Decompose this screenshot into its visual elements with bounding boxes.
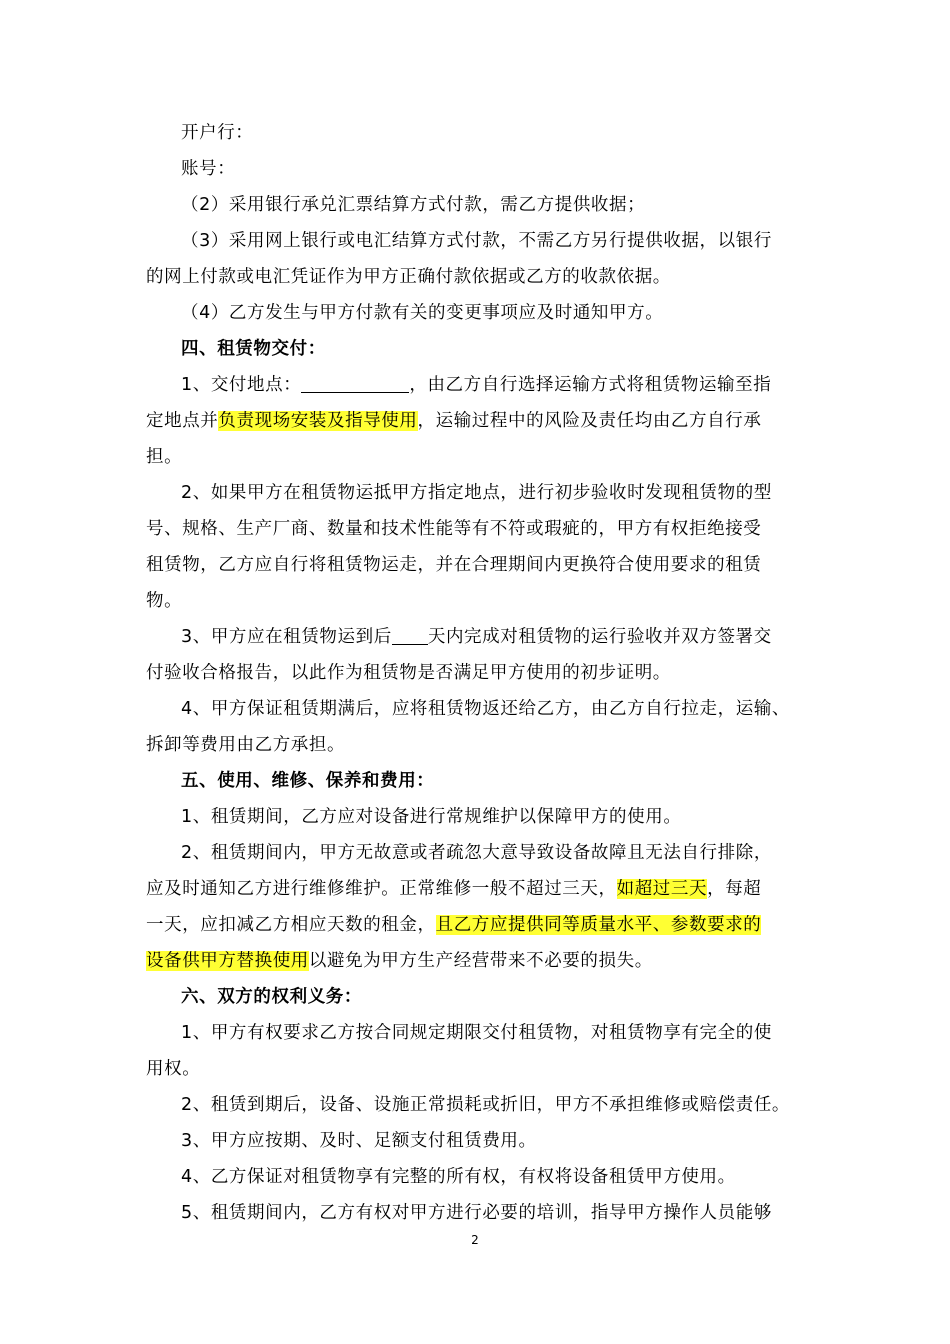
text-line: [181, 481, 772, 505]
section-heading: [181, 985, 362, 1009]
bank-label: 开户行：: [181, 123, 254, 143]
paragraph-text: 1、甲方有权要求乙方按合同规定期限交付租赁物，对租赁物享有完全的使: [181, 1023, 772, 1043]
text-line: [181, 1093, 790, 1117]
paragraph-text: 1、交付地点：: [181, 375, 302, 395]
section-heading-text: 五、使用、维修、保养和费用：: [181, 771, 435, 791]
paragraph-text: 3、甲方应按期、及时、足额支付租赁费用。: [181, 1131, 537, 1151]
text-line: [146, 409, 761, 433]
text-line: [146, 553, 761, 577]
text-line: [181, 1165, 736, 1189]
paragraph-text: 号、规格、生产厂商、数量和技术性能等有不符或瑕疵的，甲方有权拒绝接受: [146, 519, 762, 539]
paragraph-text: 担。: [146, 447, 183, 467]
highlighted-text: 负责现场安装及指导使用: [218, 411, 418, 431]
text-line: [146, 517, 761, 541]
text-line: [146, 589, 182, 613]
paragraph-text: （3）采用网上银行或电汇结算方式付款，不需乙方另行提供收据，以银行: [181, 231, 772, 251]
paragraph-text: （4）乙方发生与甲方付款有关的变更事项应及时通知甲方。: [181, 303, 664, 323]
text-line: [181, 157, 235, 181]
page-number: 2: [471, 1233, 479, 1247]
paragraph-text: 3、甲方应在租赁物运到后: [181, 627, 392, 647]
text-line: [181, 301, 663, 325]
paragraph-text: 2、租赁期间内，甲方无故意或者疏忽大意导致设备故障且无法自行排除，: [181, 843, 772, 863]
text-line: [181, 805, 681, 829]
text-line: [146, 949, 653, 973]
text-line: [181, 625, 772, 649]
section-heading-text: 六、双方的权利义务：: [181, 987, 362, 1007]
paragraph-text: ，由乙方自行选择运输方式将租赁物运输至指: [409, 375, 772, 395]
text-line: [146, 913, 761, 937]
text-line: [146, 265, 671, 289]
text-line: [181, 229, 772, 253]
highlighted-text: 设备供甲方替换使用: [146, 951, 309, 971]
paragraph-text: 应及时通知乙方进行维修维护。正常维修一般不超过三天，: [146, 879, 617, 899]
paragraph-text: 定地点并: [146, 411, 219, 431]
paragraph-text: 一天，应扣减乙方相应天数的租金，: [146, 915, 436, 935]
paragraph-text: 物。: [146, 591, 183, 611]
paragraph-text: 2、租赁到期后，设备、设施正常损耗或折旧，甲方不承担维修或赔偿责任。: [181, 1095, 791, 1115]
section-heading: [181, 337, 326, 361]
paragraph-text: ，每超: [707, 879, 762, 899]
text-line: [146, 661, 671, 685]
highlighted-text: 如超过三天: [616, 879, 708, 899]
paragraph-text: 1、租赁期间，乙方应对设备进行常规维护以保障甲方的使用。: [181, 807, 682, 827]
text-line: [181, 841, 772, 865]
text-line: [146, 1057, 200, 1081]
account-label: 账号：: [181, 159, 236, 179]
text-line: [181, 193, 645, 217]
paragraph-text: 付验收合格报告，以此作为租赁物是否满足甲方使用的初步证明。: [146, 663, 671, 683]
paragraph-text: （2）采用银行承兑汇票结算方式付款，需乙方提供收据；: [181, 195, 646, 215]
days-blank: [392, 626, 428, 645]
text-line: [181, 121, 253, 145]
paragraph-text: 5、租赁期间内，乙方有权对甲方进行必要的培训，指导甲方操作人员能够: [181, 1203, 772, 1223]
paragraph-text: 拆卸等费用由乙方承担。: [146, 735, 346, 755]
text-line: [181, 1201, 772, 1225]
paragraph-text: 4、甲方保证租赁期满后，应将租赁物返还给乙方，由乙方自行拉走，运输、: [181, 699, 791, 719]
text-line: [181, 697, 790, 721]
paragraph-text: 天内完成对租赁物的运行验收并双方签署交: [427, 627, 772, 647]
delivery-location-blank: [301, 374, 409, 393]
text-line: [181, 373, 771, 397]
paragraph-text: 的网上付款或电汇凭证作为甲方正确付款依据或乙方的收款依据。: [146, 267, 671, 287]
section-heading: [181, 769, 434, 793]
text-line: [146, 877, 761, 901]
paragraph-text: ，运输过程中的风险及责任均由乙方自行承: [417, 411, 762, 431]
text-line: [181, 1129, 537, 1153]
text-line: [181, 1021, 772, 1045]
paragraph-text: 以避免为甲方生产经营带来不必要的损失。: [308, 951, 653, 971]
text-line: [146, 733, 345, 757]
section-heading-text: 四、租赁物交付：: [181, 339, 326, 359]
paragraph-text: 4、乙方保证对租赁物享有完整的所有权，有权将设备租赁甲方使用。: [181, 1167, 736, 1187]
paragraph-text: 租赁物，乙方应自行将租赁物运走，并在合理期间内更换符合使用要求的租赁: [146, 555, 762, 575]
highlighted-text: 且乙方应提供同等质量水平、参数要求的: [435, 915, 762, 935]
paragraph-text: 2、如果甲方在租赁物运抵甲方指定地点，进行初步验收时发现租赁物的型: [181, 483, 772, 503]
text-line: [146, 445, 182, 469]
paragraph-text: 用权。: [146, 1059, 201, 1079]
